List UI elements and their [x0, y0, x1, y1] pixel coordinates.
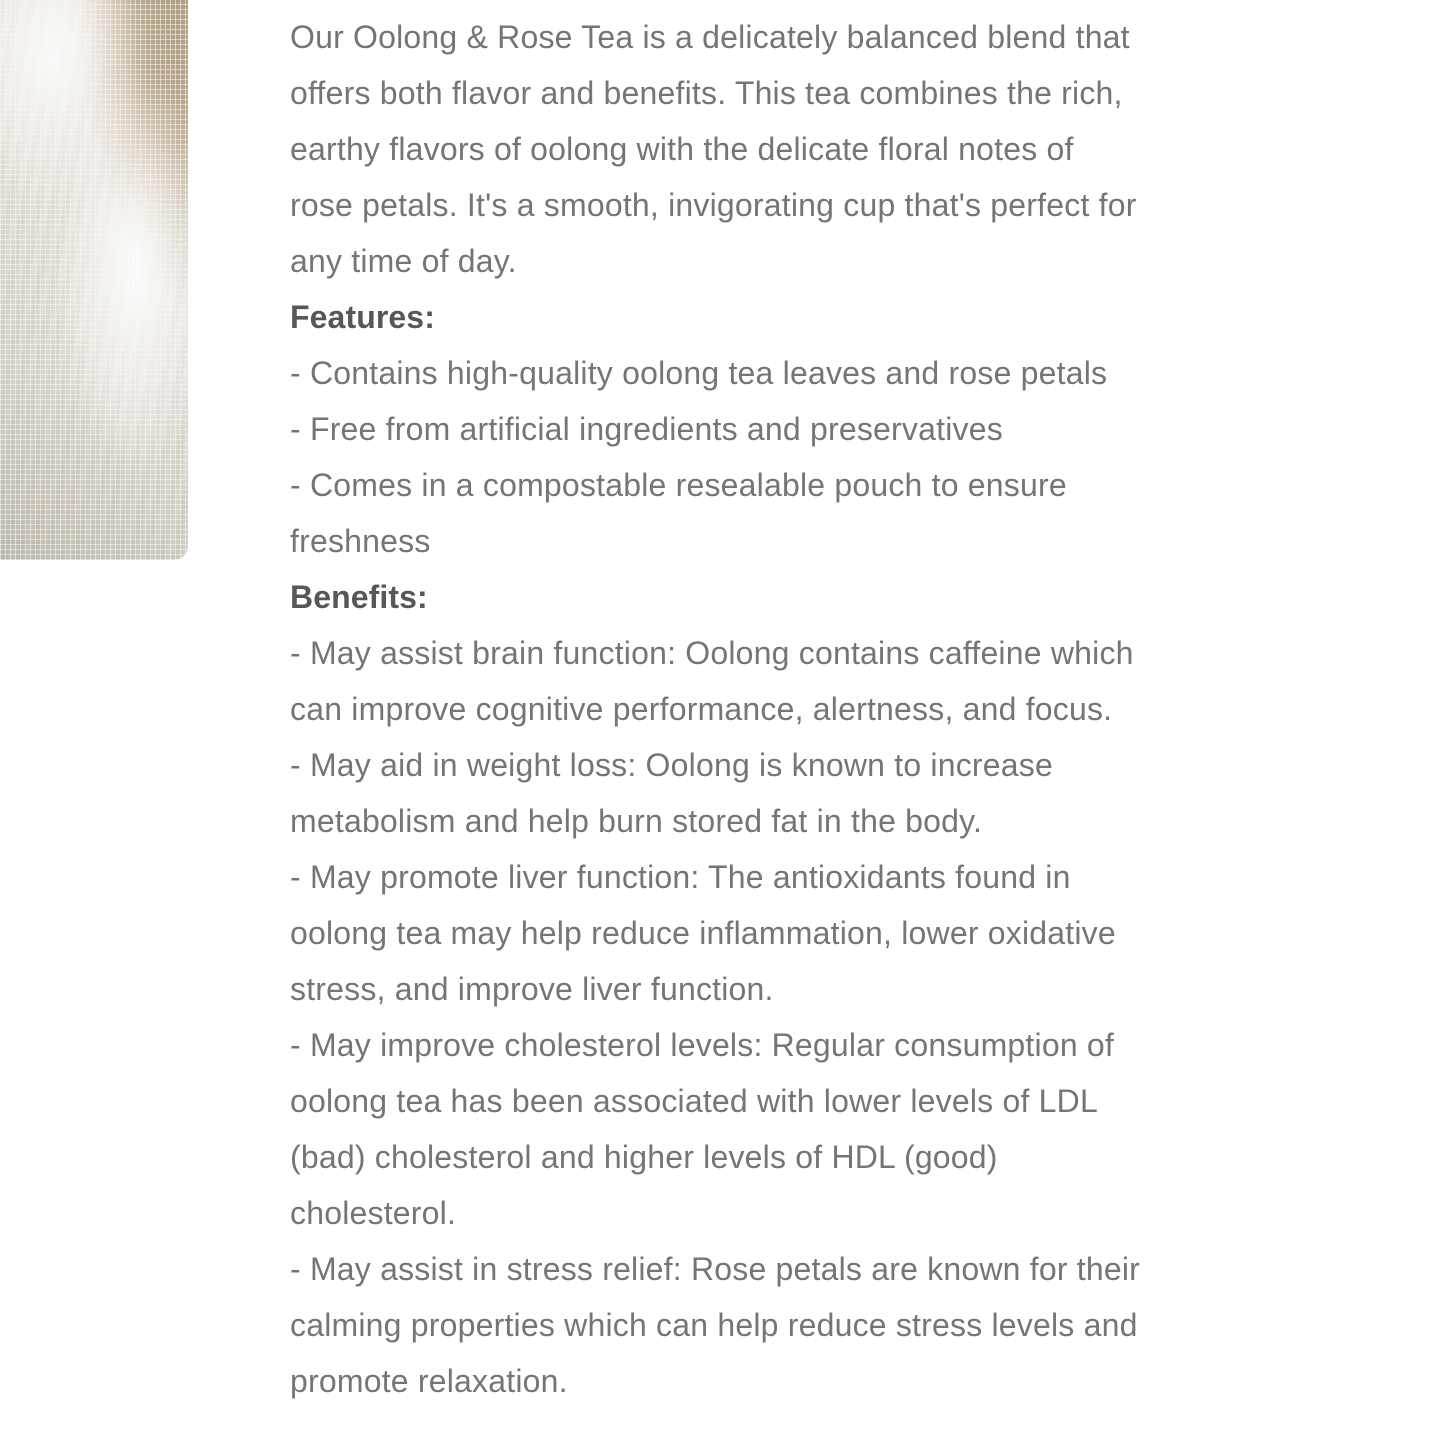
description-line: earthy flavors of oolong with the delicate floral notes of: [290, 131, 1074, 167]
benefit-item-line: cholesterol.: [290, 1195, 457, 1231]
benefit-item-line: metabolism and help burn stored fat in the body.: [290, 803, 983, 839]
product-description: [290, 9, 1195, 1409]
description-line: rose petals. It's a smooth, invigorating cup that's perfect for: [290, 187, 1137, 223]
benefit-item-line: oolong tea has been associated with lower levels of LDL: [290, 1083, 1098, 1119]
benefit-item-line: stress, and improve liver function.: [290, 971, 774, 1007]
benefits-heading: Benefits:: [290, 579, 428, 615]
features-heading: Features:: [290, 299, 435, 335]
benefit-item-line: - May aid in weight loss: Oolong is known to increase: [290, 747, 1053, 783]
description-line: any time of day.: [290, 243, 517, 279]
feature-item-line: - Free from artificial ingredients and preservatives: [290, 411, 1003, 447]
benefit-item-line: - May promote liver function: The antioxidants found in: [290, 859, 1071, 895]
feature-item-line: freshness: [290, 523, 431, 559]
benefit-item-line: can improve cognitive performance, alertness, and focus.: [290, 691, 1113, 727]
benefit-item-line: calming properties which can help reduce stress levels and: [290, 1307, 1138, 1343]
description-line: offers both flavor and benefits. This tea combines the rich,: [290, 75, 1123, 111]
benefit-item-line: promote relaxation.: [290, 1363, 568, 1399]
benefit-item-line: oolong tea may help reduce inflammation, lower oxidative: [290, 915, 1116, 951]
product-photo[interactable]: [0, 0, 188, 560]
feature-item-line: - Contains high-quality oolong tea leaves and rose petals: [290, 355, 1108, 391]
benefit-item-line: - May assist brain function: Oolong contains caffeine which: [290, 635, 1134, 671]
description-line: Our Oolong & Rose Tea is a delicately balanced blend that: [290, 19, 1130, 55]
benefit-item-line: - May assist in stress relief: Rose petals are known for their: [290, 1251, 1141, 1287]
benefit-item-line: (bad) cholesterol and higher levels of HDL (good): [290, 1139, 998, 1175]
benefit-item-line: - May improve cholesterol levels: Regular consumption of: [290, 1027, 1114, 1063]
feature-item-line: - Comes in a compostable resealable pouch to ensure: [290, 467, 1067, 503]
